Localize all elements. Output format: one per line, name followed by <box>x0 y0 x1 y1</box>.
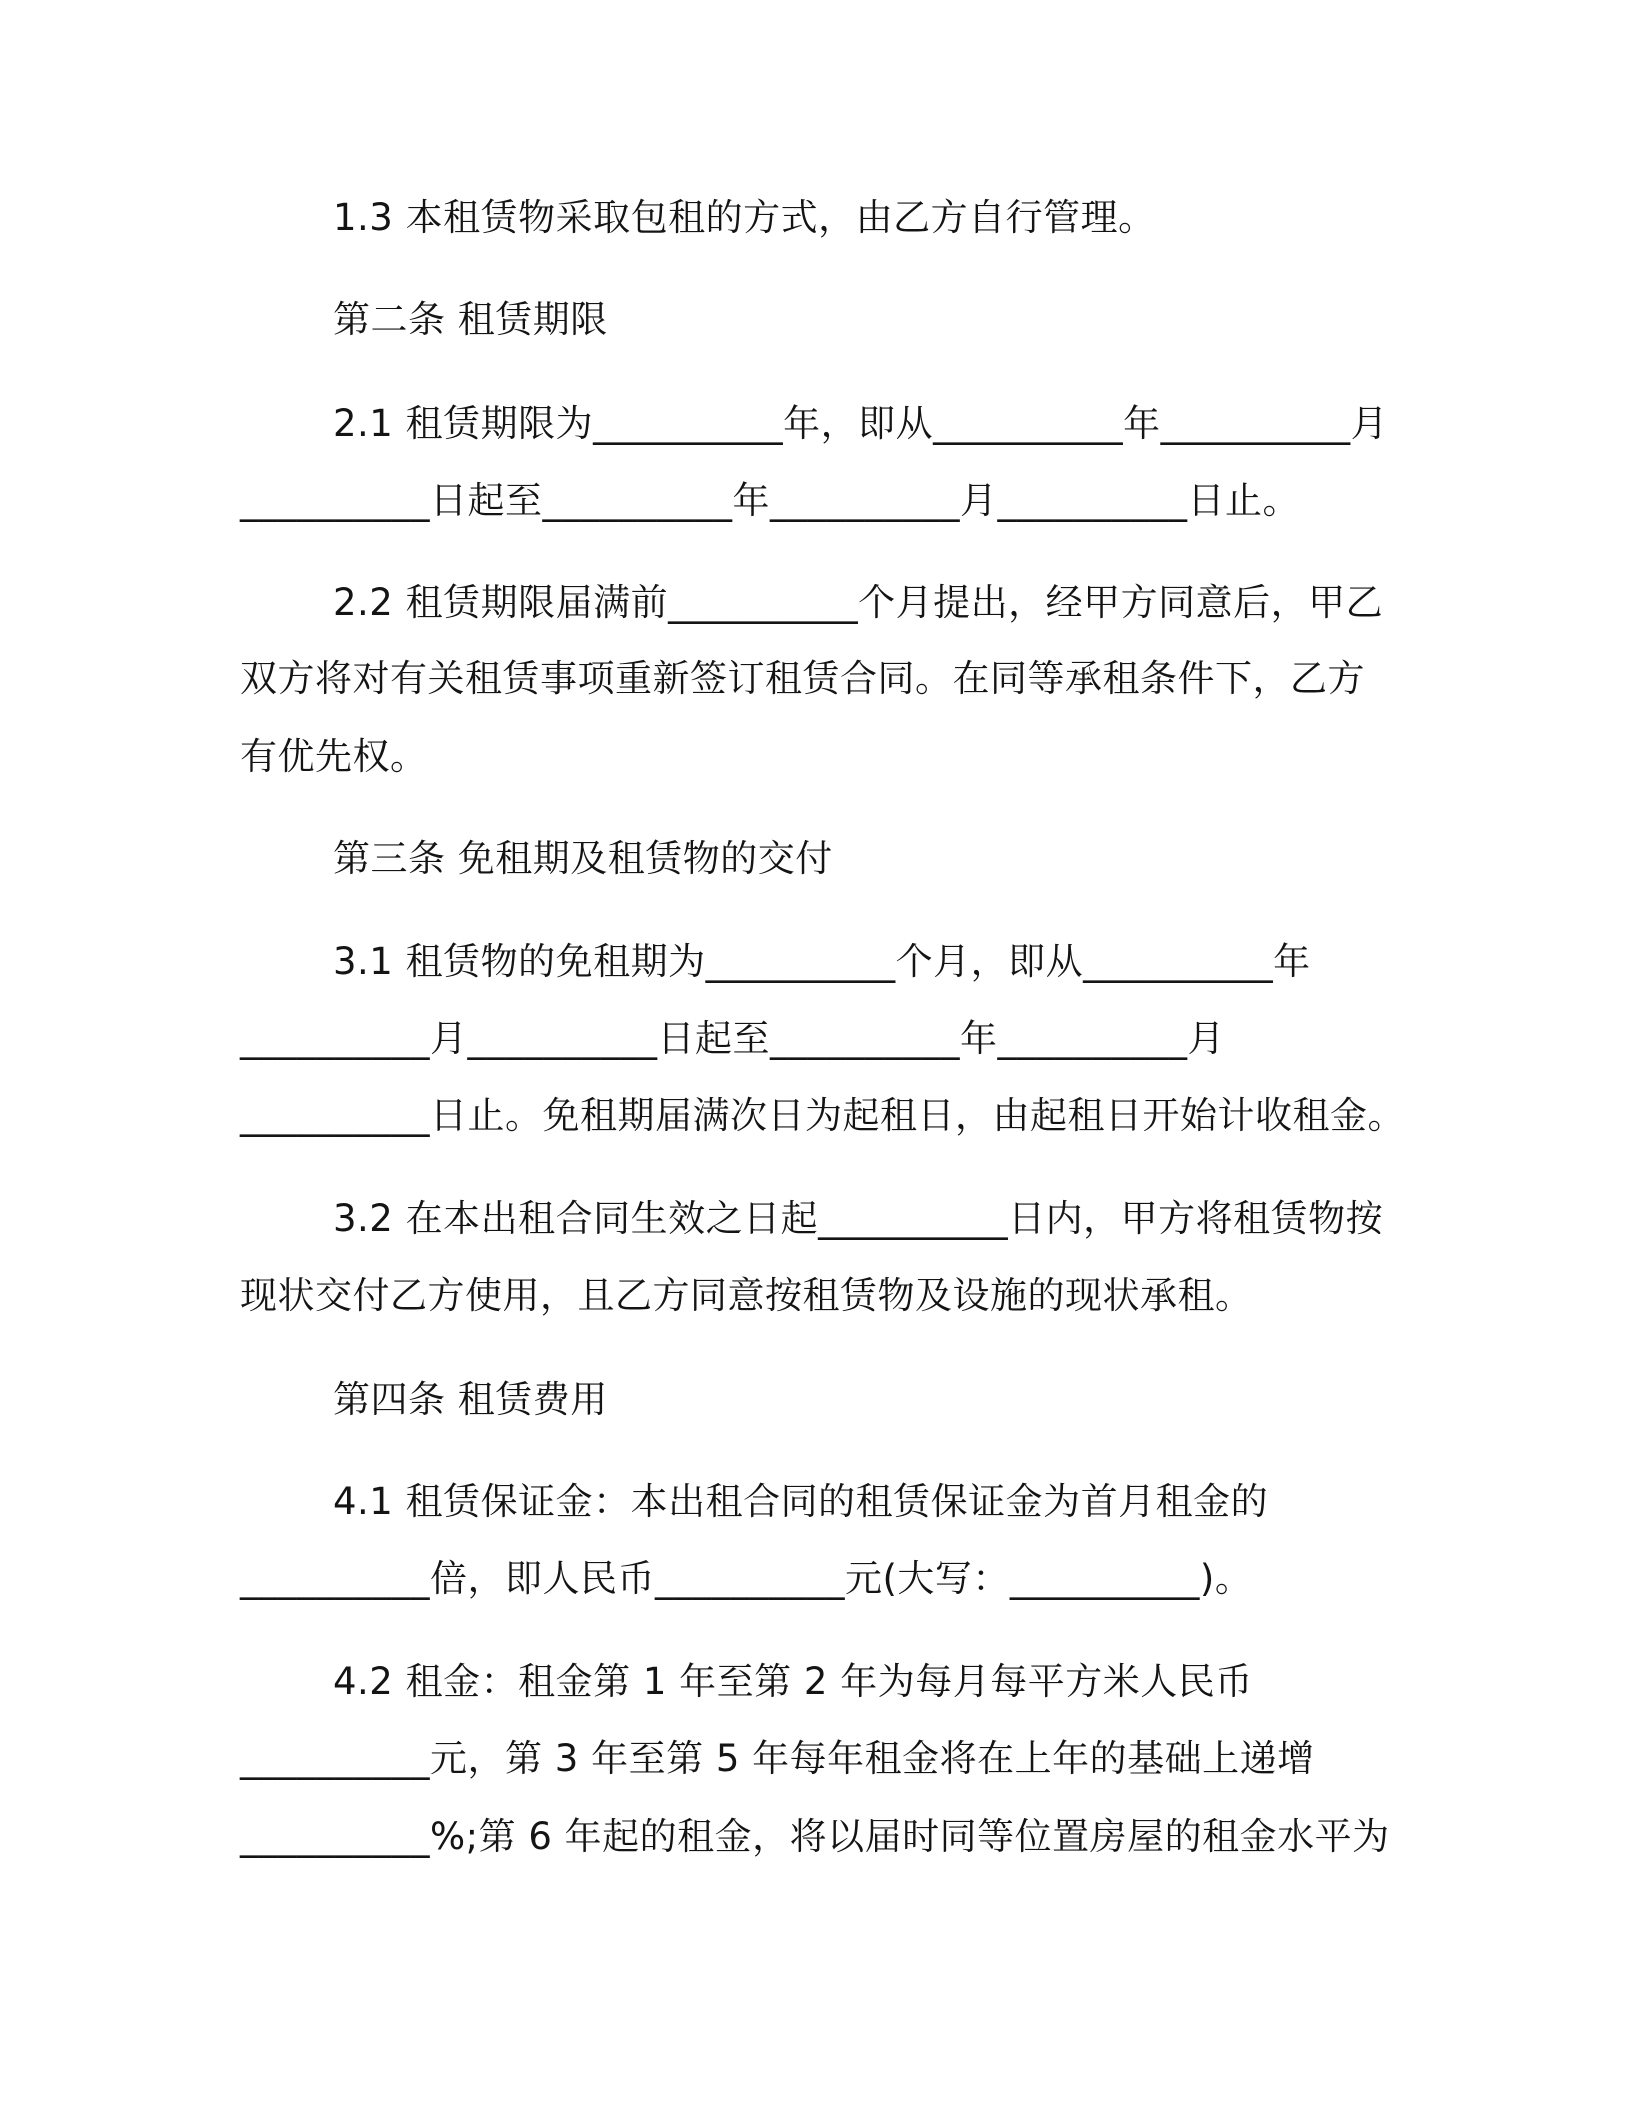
clause-3-1-line-2: __________月__________日起至__________年__________月 <box>240 1017 1225 1060</box>
clause-2-1-line-1: 2.1 租赁期限为__________年，即从__________年__________月 <box>333 402 1389 445</box>
clause-3-1-line-3: __________日止。免租期届满次日为起租日，由起租日开始计收租金。 <box>240 1094 1405 1137</box>
clause-4-2-line-1: 4.2 租金：租金第 1 年至第 2 年为每月每平方米人民币 <box>333 1660 1253 1703</box>
clause-2-2-line-2: 双方将对有关租赁事项重新签订租赁合同。在同等承租条件下，乙方 <box>240 657 1365 700</box>
clause-4-2-line-2: __________元，第 3 年至第 5 年每年租金将在上年的基础上递增 <box>240 1737 1315 1780</box>
article-4-heading: 第四条 租赁费用 <box>333 1378 608 1421</box>
article-2-heading: 第二条 租赁期限 <box>333 298 608 341</box>
clause-3-1-line-1: 3.1 租赁物的免租期为__________个月，即从__________年 <box>333 940 1311 983</box>
clause-4-1-line-1: 4.1 租赁保证金：本出租合同的租赁保证金为首月租金的 <box>333 1480 1269 1523</box>
article-3-heading: 第三条 免租期及租赁物的交付 <box>333 837 833 880</box>
clause-2-2-line-3: 有优先权。 <box>240 735 428 778</box>
clause-2-2-line-1: 2.2 租赁期限届满前__________个月提出，经甲方同意后，甲乙 <box>333 581 1384 624</box>
clause-3-2-line-2: 现状交付乙方使用，且乙方同意按租赁物及设施的现状承租。 <box>240 1274 1253 1317</box>
clause-2-1-line-2: __________日起至__________年__________月__________日止。 <box>240 479 1300 522</box>
clause-1-3: 1.3 本租赁物采取包租的方式，由乙方自行管理。 <box>333 196 1156 239</box>
clause-4-1-line-2: __________倍，即人民币__________元(大写：__________)。 <box>240 1557 1253 1600</box>
clause-3-2-line-1: 3.2 在本出租合同生效之日起__________日内，甲方将租赁物按 <box>333 1197 1384 1240</box>
clause-4-2-line-3: __________%;第 6 年起的租金，将以届时同等位置房屋的租金水平为 <box>240 1815 1390 1858</box>
